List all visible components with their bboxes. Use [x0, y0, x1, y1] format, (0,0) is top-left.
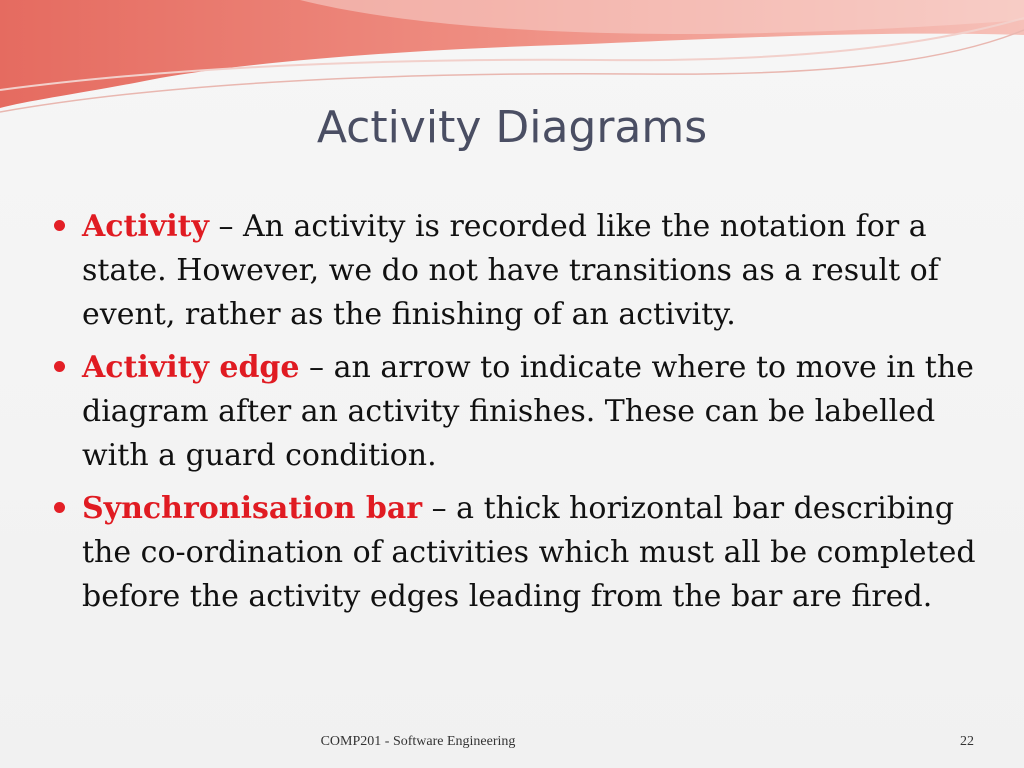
bullet-term: Synchronisation bar	[82, 491, 423, 526]
bullet-icon	[54, 220, 65, 231]
bullet-text: – a thick horizontal bar describing the co-ordination of activities which must all be completed before the activity edges leading from the bar are fired.	[82, 491, 976, 614]
bullet-item-activity	[52, 205, 982, 337]
slide-title: Activity Diagrams	[316, 102, 708, 153]
bullet-icon	[54, 502, 65, 513]
bullet-icon	[54, 361, 65, 372]
bullet-term: Activity edge	[82, 350, 300, 385]
bullet-list	[52, 205, 982, 628]
bullet-term: Activity	[82, 209, 209, 244]
bullet-text: – An activity is recorded like the notation for a state. However, we do not have transitions as a result of event, rather as the finishing of an activity.	[82, 209, 939, 332]
bullet-item-synchronisation-bar	[52, 487, 982, 619]
page-number: 22	[960, 734, 974, 749]
footer-course-label: COMP201 - Software Engineering	[320, 734, 516, 749]
bullet-item-activity-edge	[52, 346, 982, 478]
bullet-text: – an arrow to indicate where to move in the diagram after an activity finishes. These can be labelled with a guard condition.	[82, 350, 974, 473]
